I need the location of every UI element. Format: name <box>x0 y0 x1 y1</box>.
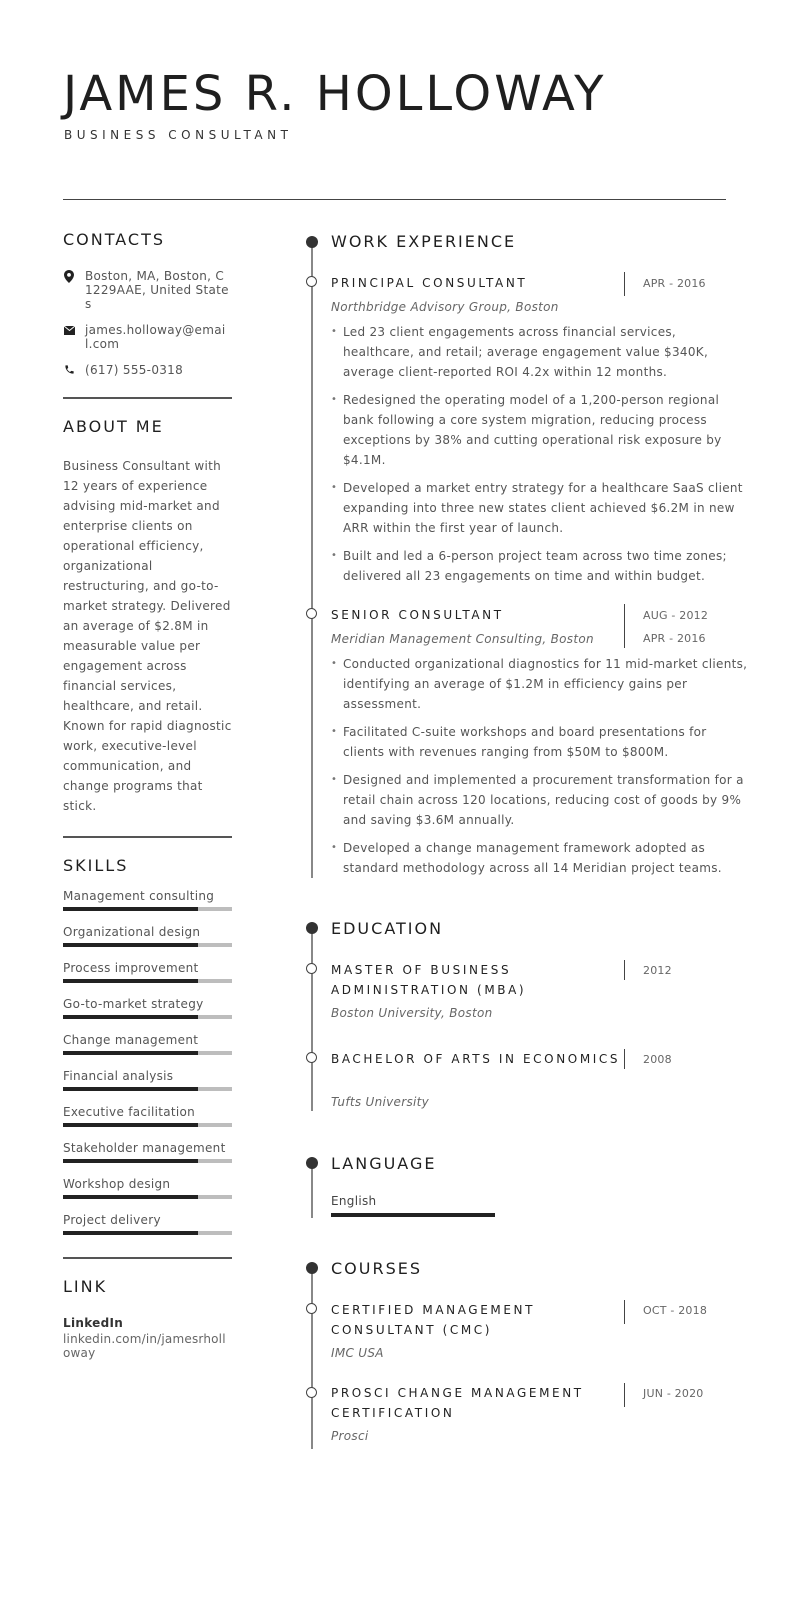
courses-heading: COURSES <box>331 1259 423 1278</box>
section-divider <box>63 397 232 399</box>
school-1: Boston University, Boston <box>331 1006 493 1020</box>
skill-item <box>63 1069 232 1091</box>
contact-phone <box>63 363 232 377</box>
list-item: • Conducted organizational diagnostics for 11 mid-market clients, identifying an average of $1.2M in efficiency gains per assessment. <box>331 654 751 714</box>
job-title: BUSINESS CONSULTANT <box>64 128 293 142</box>
timeline-line <box>311 929 313 1111</box>
about-heading: ABOUT ME <box>63 417 164 436</box>
skill-name: Financial analysis <box>63 1069 174 1083</box>
about-text: Business Consultant with 12 years of experience advising mid-market and enterprise clients on operational efficiency, organizational restructuring, and go-to-market strategy. Delivered an average of $2.8M in measurable value per engagement across financial services, healthcare, and retail. Known for rapid diagnostic work, executive-level communication, and change programs that stick. <box>63 459 232 813</box>
skill-level-bar <box>63 1231 232 1235</box>
language-heading: LANGUAGE <box>331 1154 437 1173</box>
skill-level-fill <box>63 1087 198 1091</box>
skill-level-bar <box>63 1195 232 1199</box>
skill-level-fill <box>63 979 198 983</box>
skill-name: Management consulting <box>63 889 215 903</box>
date-divider <box>624 1383 625 1407</box>
date-divider <box>624 604 625 648</box>
date-divider <box>624 1049 625 1069</box>
language-level-bar <box>331 1213 495 1217</box>
timeline-line <box>311 1269 313 1449</box>
skill-item <box>63 889 232 911</box>
skill-name: Stakeholder management <box>63 1141 226 1155</box>
section-divider <box>63 836 232 838</box>
job-2-start-date: AUG - 2012 <box>643 609 709 622</box>
skill-name: Project delivery <box>63 1213 161 1227</box>
phone-text: (617) 555-0318 <box>85 363 184 377</box>
skill-name: Change management <box>63 1033 199 1047</box>
course-1: CERTIFIED MANAGEMENT CONSULTANT (CMC) <box>331 1303 536 1337</box>
skill-name: Process improvement <box>63 961 199 975</box>
degree-1-date: 2012 <box>643 964 672 977</box>
skill-level-bar <box>63 1087 232 1091</box>
skill-level-fill <box>63 943 198 947</box>
skill-level-fill <box>63 1015 198 1019</box>
section-dot <box>306 1262 318 1274</box>
entry-dot <box>306 963 317 974</box>
job-title-1: PRINCIPAL CONSULTANT <box>331 276 528 290</box>
skill-item <box>63 1213 232 1235</box>
header-divider <box>63 199 726 200</box>
date-divider <box>624 1300 625 1324</box>
entry-dot <box>306 1387 317 1398</box>
list-item: • Led 23 client engagements across financial services, healthcare, and retail; average engagement value $340K, average client-reported ROI 4.2x within 12 months. <box>331 322 751 382</box>
contact-email <box>63 323 232 351</box>
list-item: • Facilitated C-suite workshops and board presentations for clients with revenues ranging from $50M to $800M. <box>331 722 751 762</box>
course-2: PROSCI CHANGE MANAGEMENT CERTIFICATION <box>331 1386 584 1420</box>
skill-level-bar <box>63 979 232 983</box>
job-1-bullets <box>331 322 751 594</box>
skill-item <box>63 997 232 1019</box>
skill-item <box>63 925 232 947</box>
course-1-date: OCT - 2018 <box>643 1304 708 1317</box>
location-pin-icon <box>63 270 75 283</box>
date-divider <box>624 272 625 296</box>
envelope-icon <box>63 324 75 335</box>
courses-section <box>300 1259 760 1459</box>
skill-name: Organizational design <box>63 925 201 939</box>
work-experience-section <box>300 232 760 882</box>
skill-level-fill <box>63 1231 198 1235</box>
linkedin-url[interactable]: linkedin.com/in/jamesrholloway <box>63 1332 226 1360</box>
skill-level-fill <box>63 1123 198 1127</box>
phone-icon <box>63 364 75 375</box>
education-heading: EDUCATION <box>331 919 444 938</box>
skill-level-fill <box>63 1051 198 1055</box>
skill-name: Go-to-market strategy <box>63 997 204 1011</box>
candidate-name: JAMES R. HOLLOWAY <box>63 66 607 122</box>
entry-dot <box>306 1052 317 1063</box>
skill-level-fill <box>63 907 198 911</box>
job-1-start-date: APR - 2016 <box>643 277 706 290</box>
company-2: Meridian Management Consulting, Boston <box>331 632 594 646</box>
entry-dot <box>306 276 317 287</box>
skill-level-fill <box>63 1159 198 1163</box>
list-item: • Designed and implemented a procurement transformation for a retail chain across 120 locations, reducing cost of goods by 9% and saving $3.6M annually. <box>331 770 751 830</box>
list-item: • Developed a market entry strategy for a healthcare SaaS client expanding into three new states client achieved $6.2M in new ARR within the first year of launch. <box>331 478 751 538</box>
skill-level-bar <box>63 1051 232 1055</box>
skill-item <box>63 1177 232 1199</box>
section-dot <box>306 236 318 248</box>
contacts-heading: CONTACTS <box>63 230 166 249</box>
skill-name: Executive facilitation <box>63 1105 196 1119</box>
skill-name: Workshop design <box>63 1177 171 1191</box>
skill-level-bar <box>63 1015 232 1019</box>
list-item: • Built and led a 6-person project team across two time zones; delivered all 23 engagements on time and within budget. <box>331 546 751 586</box>
list-item: • Redesigned the operating model of a 1,200-person regional bank following a core system migration, reducing process exceptions by 38% and cutting operational risk exposure by $4.1M. <box>331 390 751 470</box>
entry-dot <box>306 1303 317 1314</box>
skill-level-bar <box>63 907 232 911</box>
section-dot <box>306 922 318 934</box>
address-text: Boston, MA, Boston, C1229AAE, United States <box>85 269 229 311</box>
skill-item <box>63 1033 232 1055</box>
entry-dot <box>306 608 317 619</box>
skills-heading: SKILLS <box>63 856 129 875</box>
education-section <box>300 919 760 1119</box>
skills-list <box>63 889 232 1235</box>
degree-2-date: 2008 <box>643 1053 672 1066</box>
language-section <box>300 1154 760 1224</box>
skill-item <box>63 1141 232 1163</box>
course-2-org: Prosci <box>331 1429 369 1443</box>
work-experience-heading: WORK EXPERIENCE <box>331 232 517 251</box>
job-title-2: SENIOR CONSULTANT <box>331 608 504 622</box>
skill-item <box>63 1105 232 1127</box>
degree-2: BACHELOR OF ARTS IN ECONOMICS <box>331 1052 621 1066</box>
school-2: Tufts University <box>331 1095 430 1109</box>
timeline-line <box>311 1164 313 1218</box>
course-2-date: JUN - 2020 <box>643 1387 704 1400</box>
timeline-line <box>311 242 313 878</box>
section-dot <box>306 1157 318 1169</box>
course-1-org: IMC USA <box>331 1346 384 1360</box>
skill-level-bar <box>63 1159 232 1163</box>
skill-level-bar <box>63 943 232 947</box>
degree-1: MASTER OF BUSINESS ADMINISTRATION (MBA) <box>331 963 527 997</box>
job-2-bullets <box>331 654 751 886</box>
left-column <box>63 230 232 1360</box>
list-item: • Developed a change management framework adopted as standard methodology across all 14 Meridian project teams. <box>331 838 751 878</box>
skill-level-bar <box>63 1123 232 1127</box>
skill-item <box>63 961 232 983</box>
email-link[interactable]: james.holloway@email.com <box>85 323 226 351</box>
link-heading: LINK <box>63 1277 108 1296</box>
language-name: English <box>331 1194 377 1208</box>
linkedin-label: LinkedIn <box>63 1316 124 1330</box>
contact-address <box>63 269 232 311</box>
date-divider <box>624 960 625 980</box>
company-1: Northbridge Advisory Group, Boston <box>331 300 559 314</box>
job-2-end-date: APR - 2016 <box>643 632 706 645</box>
section-divider <box>63 1257 232 1259</box>
skill-level-fill <box>63 1195 198 1199</box>
